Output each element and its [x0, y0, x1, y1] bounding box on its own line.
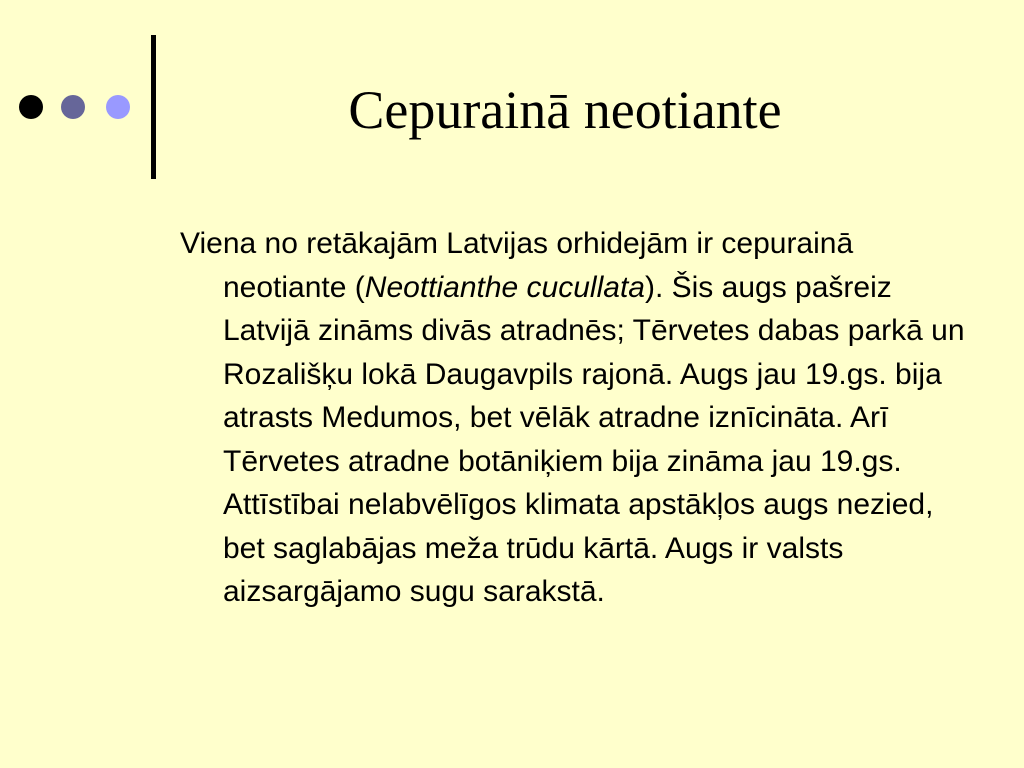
slide-title: Cepurainā neotiante: [348, 80, 782, 140]
decor-dot-slate: [61, 95, 85, 119]
body-text-intro: Viena no retākajām Latvijas orhidejām ir cepurainā neotiante (: [180, 227, 854, 304]
body-text-latin-name: Neottianthe cucullata: [364, 270, 645, 304]
body-text-main: ). Šis augs pašreiz Latvijā zināms divās atradnēs; Tērvetes dabas parkā un Rozališķu lokā Daugavpils rajonā. Augs jau 19.gs. bija atrasts Medumos, bet vēlāk atradne iznīcināta. Arī Tērvetes atradne botāniķiem bija zināma jau 19.gs. Attīstībai nelabvēlīgos klimata apstākļos augs nezied, bet saglabājas meža trūdu kārtā. Augs ir valsts aizsargājamo sugu sarakstā.: [223, 270, 965, 608]
decor-dot-black: [19, 95, 43, 119]
decor-dot-lavender: [106, 95, 130, 119]
title-divider-line: [151, 35, 156, 179]
bullet-paragraph: [180, 222, 970, 614]
slide-body: [180, 222, 970, 614]
